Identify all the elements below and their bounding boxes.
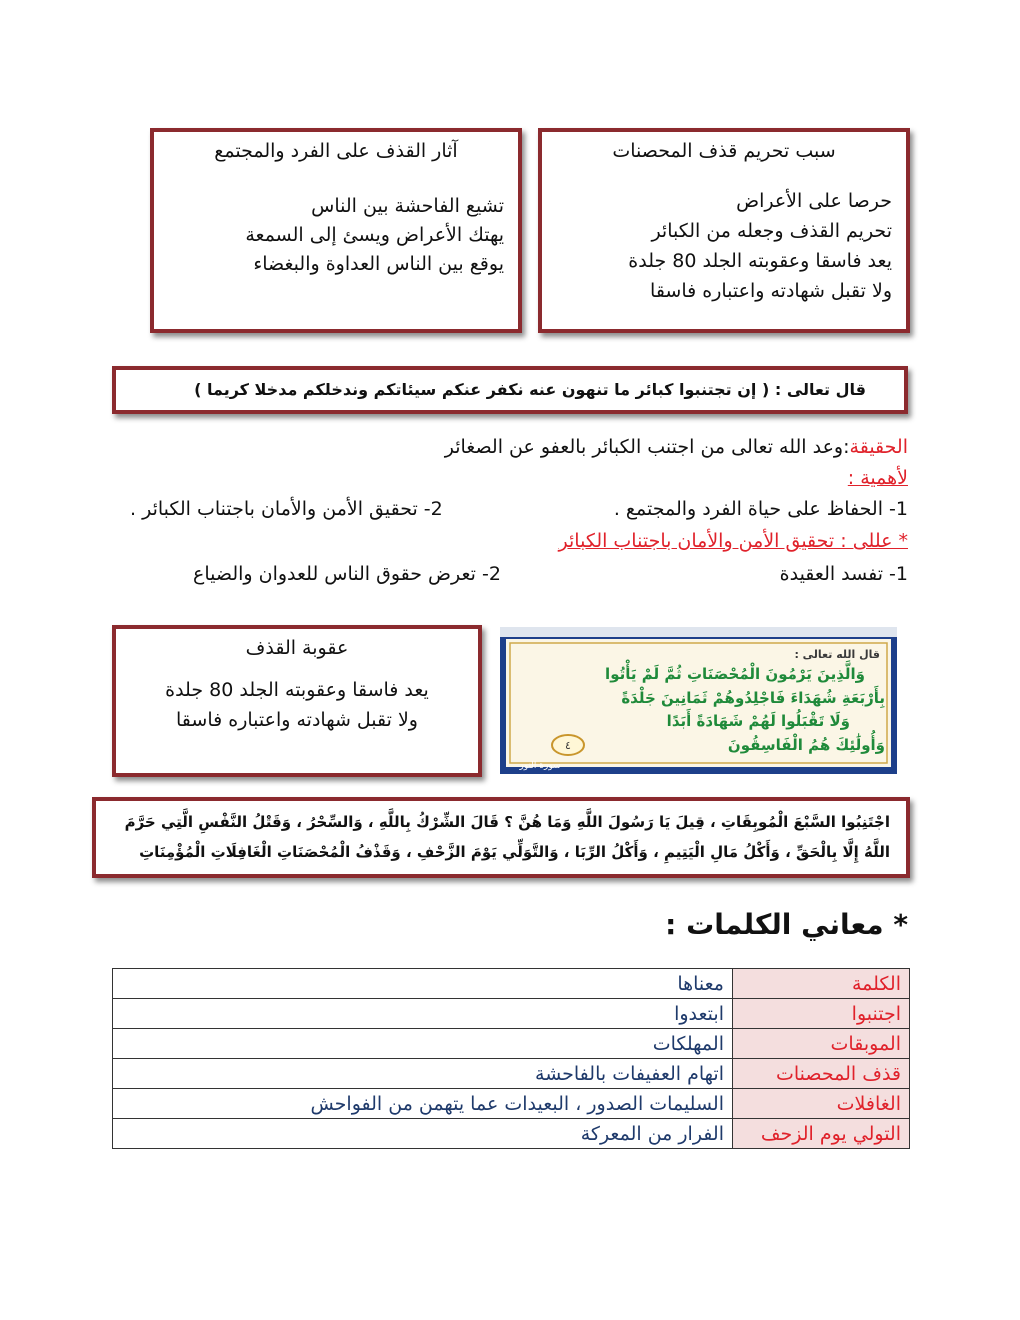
reason-line: تحريم القذف وجعله من الكبائر [651,220,892,242]
reason-line: يعد فاسقا وعقوبته الجلد 80 جلدة [628,250,892,272]
fact-line [445,436,908,458]
word-cell: قذف المحصنات [733,1059,910,1089]
word-cell: الغافلات [733,1089,910,1119]
quran-verse-image [500,627,897,774]
effects-line: تشيع الفاحشة بين الناس [311,195,504,217]
verse-text: قال تعالى : ( إن تجتنبوا كبائر ما تنهون عنه نكفر عنكم سيئاتكم وندخلكم مدخلا كريما ) [194,380,866,399]
punishment-box [112,625,482,777]
punishment-line: ولا تقبل شهادته واعتباره فاسقا [176,709,418,731]
word-cell: الكلمة [733,969,910,999]
meaning-cell: اتهام العفيفات بالفاحشة [113,1059,733,1089]
meaning-cell: السليمات الصدور ، البعيدات عما يتهمن من الفواحش [113,1089,733,1119]
importance-item: 2- تحقيق الأمن والأمان باجتناب الكبائر . [130,498,443,520]
effects-title: آثار القذف على الفرد والمجتمع [214,140,458,162]
ayah-line: وَلَا تَقْبَلُوا لَهُمْ شَهَادَةً أَبَدًا [666,712,850,730]
meaning-cell: المهلكات [113,1029,733,1059]
image-top-bar [500,627,897,637]
meanings-table [112,968,910,1149]
hadith-box [92,797,910,878]
word-cell: التولي يوم الزحف [733,1119,910,1149]
effects-box [150,128,522,333]
reason-title: سبب تحريم قذف المحصنات [612,140,836,162]
ayah-line: بِأَرْبَعَةِ شُهَدَاءَ فَاجْلِدُوهُمْ ثَمَانِينَ جَلْدَةً [621,689,885,707]
table-row [113,999,910,1029]
meaning-cell: معناها [113,969,733,999]
table-row [113,969,910,999]
effects-line: يهتك الأعراض ويسئ إلى السمعة [245,224,504,246]
reason-lines [542,186,906,306]
explain-item: 1- تفسد العقيدة [779,563,908,585]
fact-text: :وعد الله تعالى من اجتنب الكبائر بالعفو عن الصغائر [444,436,850,458]
meaning-cell: ابتعدوا [113,999,733,1029]
surah-label: سورة النور [519,761,561,771]
effects-line: يوقع بين الناس العداوة والبغضاء [253,253,504,275]
explain-heading: * عللى : تحقيق الأمن والأمان باجتناب الكبائر [558,530,908,552]
meaning-cell: الفرار من المعركة [113,1119,733,1149]
verse-box [112,366,908,414]
hadith-text: اجْتَنِبُوا السَّبْعَ الْمُوبِقَاتِ ، قِيلَ يَا رَسُولَ اللَّهِ وَمَا هُنَّ ؟ قَالَ الشِّرْكُ بِاللَّهِ ، وَالسِّحْرُ ، وَقَتْلُ النَّفْسِ الَّتِي حَرَّمَ اللَّهُ إِلَّا بِالْحَقِّ ، وَأَكْلُ مَالِ الْيَتِيمِ ، وَأَكْلُ الرِّبَا ، وَالتَّوَلِّي يَوْمَ الزَّحْفِ ، وَقَذْفُ الْمُحْصَنَاتِ الْغَافِلَاتِ الْمُؤْمِنَاتِ [124,813,890,861]
quran-header: قال الله تعالى : [794,648,880,661]
ayah-line: وَأُولَٰئِكَ هُمُ الْفَاسِقُونَ [727,736,885,754]
fact-label: الحقيقة [849,436,908,458]
reason-line: حرصا على الأعراض [736,190,892,212]
table-row [113,1059,910,1089]
table-row [113,1119,910,1149]
explain-item: 2- تعرض حقوق الناس للعدوان والضياع [193,563,501,585]
ayah-number: ٤ [565,739,571,752]
table-row [113,1089,910,1119]
word-cell: الموبقات [733,1029,910,1059]
importance-label: لأهمية : [847,467,908,489]
punishment-title: عقوبة القذف [245,637,349,659]
effects-lines [154,192,518,279]
reason-line: ولا تقبل شهادته واعتباره فاسقا [650,280,892,302]
meanings-heading: * معاني الكلمات : [665,908,908,941]
importance-item: 1- الحفاظ على حياة الفرد والمجتمع . [613,498,908,520]
table-row [113,1029,910,1059]
ayah-line: وَالَّذِينَ يَرْمُونَ الْمُحْصَنَاتِ ثُمَّ لَمْ يَأْتُوا [605,665,865,683]
punishment-lines [116,675,478,735]
word-cell: اجتنبوا [733,999,910,1029]
reason-box [538,128,910,333]
punishment-line: يعد فاسقا وعقوبته الجلد 80 جلدة [165,679,429,701]
